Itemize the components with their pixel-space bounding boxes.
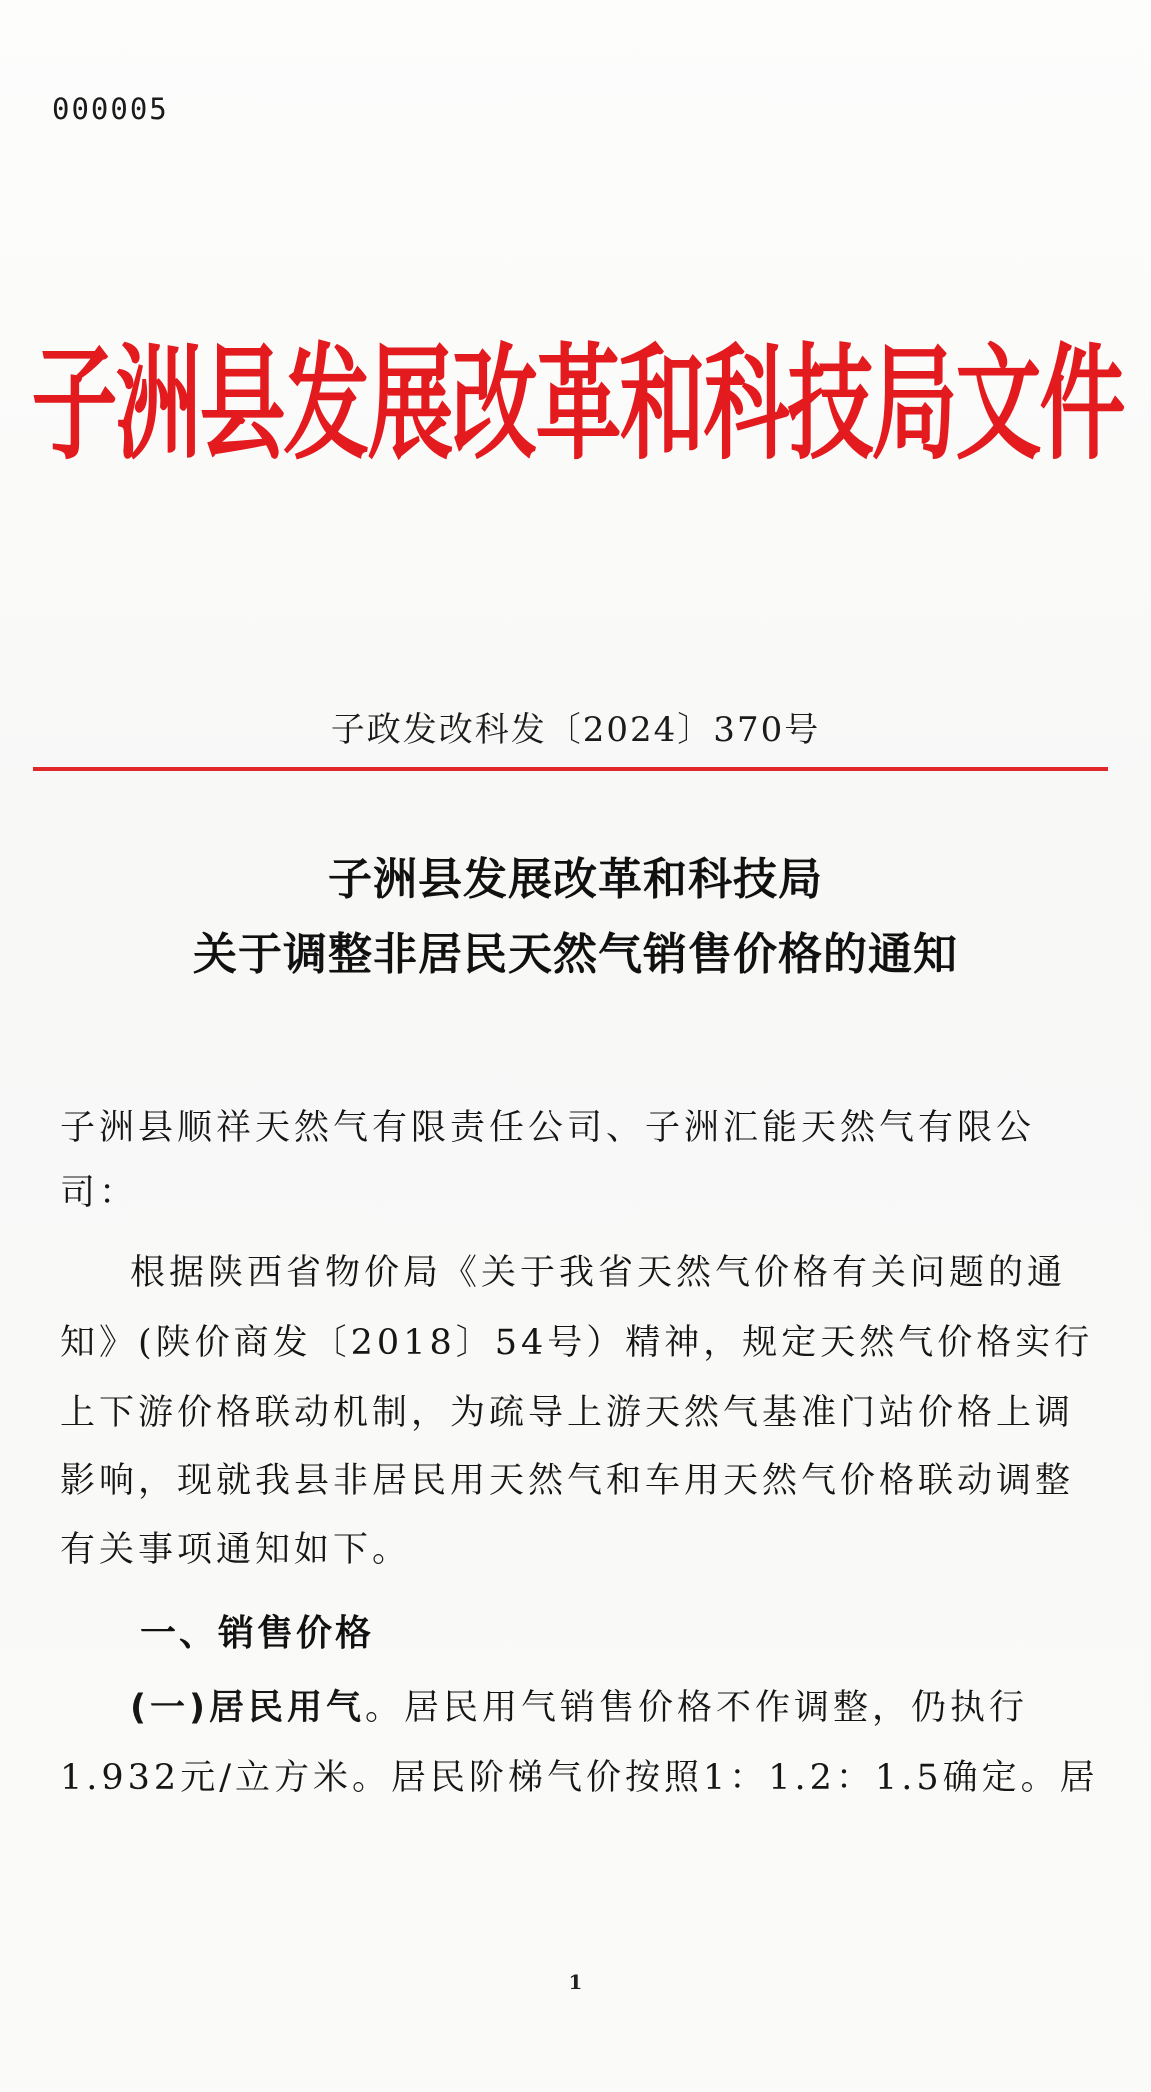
section-heading-sales-price: 一、销售价格	[140, 1613, 375, 1654]
subsection-line-1	[130, 1680, 1151, 1730]
notice-title-line-1: 子洲县发展改革和科技局	[328, 854, 823, 905]
red-masthead-title: 子洲县发展改革和科技局文件	[31, 331, 1124, 478]
paragraph-line-2: 知》(陕价商发〔2018〕54号）精神，规定天然气价格实行	[60, 1323, 1094, 1363]
subsection-line-2: 1.932元/立方米。居民阶梯气价按照1：1.2：1.5确定。居	[60, 1758, 1099, 1798]
notice-title-line-2: 关于调整非居民天然气销售价格的通知	[193, 929, 958, 980]
recipients-line-1: 子洲县顺祥天然气有限责任公司、子洲汇能天然气有限公	[60, 1108, 1036, 1148]
paragraph-line-3: 上下游价格联动机制，为疏导上游天然气基准门站价格上调	[60, 1393, 1075, 1433]
paragraph-line-5: 有关事项通知如下。	[60, 1530, 412, 1570]
page-number: 1	[568, 1970, 583, 1994]
subsection-line-1-text: 。居民用气销售价格不作调整，仍执行	[365, 1688, 1029, 1728]
subsection-label: (一)居民用气	[130, 1688, 365, 1728]
document-serial-number: 000005	[52, 92, 169, 126]
recipients-line-2: 司：	[60, 1173, 139, 1213]
paragraph-line-1: 根据陕西省物价局《关于我省天然气价格有关问题的通	[130, 1253, 1067, 1293]
document-reference-number: 子政发改科发〔2024〕370号	[330, 710, 821, 750]
red-divider-line	[33, 767, 1108, 771]
paragraph-line-4: 影响，现就我县非居民用天然气和车用天然气价格联动调整	[60, 1461, 1075, 1501]
